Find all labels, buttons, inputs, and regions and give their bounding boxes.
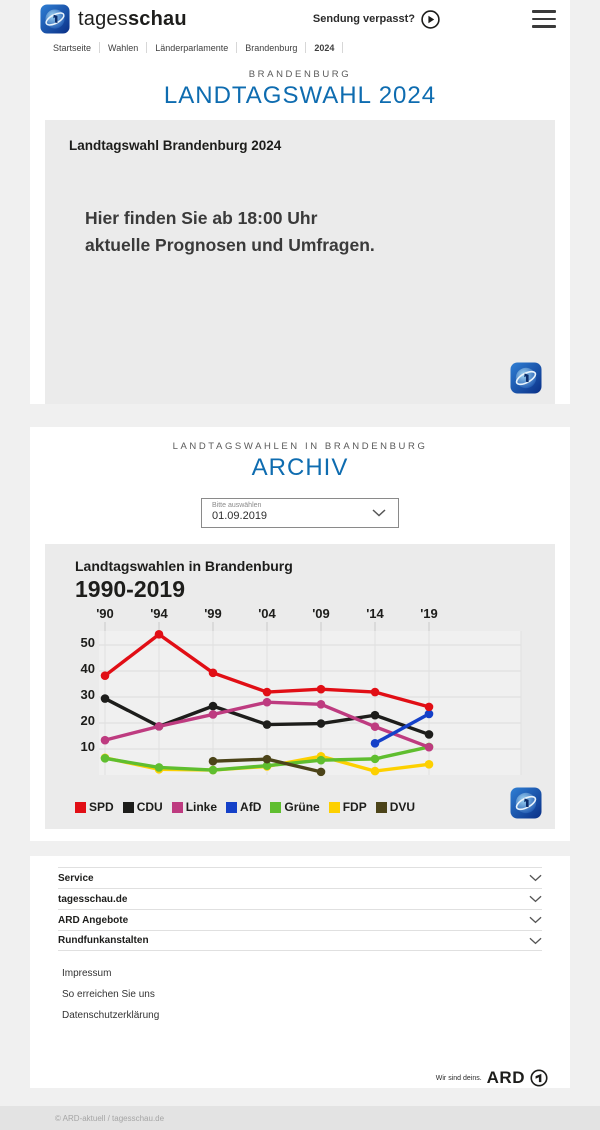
accordion-label: ARD Angebote [58,914,129,926]
ard-app-watermark-icon [510,787,542,819]
legend-label: CDU [136,800,163,814]
footer-accordion [30,867,570,951]
chevron-down-icon [529,937,542,945]
svg-text:'99: '99 [204,607,222,621]
election-teaser-card [45,120,555,404]
header [30,0,570,38]
legend-label: Grüne [284,800,320,814]
breadcrumb-item[interactable]: Brandenburg [245,42,298,53]
copyright-text: © ARD-aktuell / tagesschau.de [55,1114,165,1123]
svg-text:'04: '04 [258,607,276,621]
footer-accordion-row[interactable] [58,888,542,909]
select-value: 01.09.2019 [212,510,268,522]
brand-wordmark[interactable]: tagesschau [78,7,187,30]
footer-accordion-row[interactable] [58,867,542,888]
svg-text:20: 20 [80,713,95,728]
legend-label: SPD [89,800,114,814]
svg-text:'09: '09 [312,607,330,621]
teaser-card-text: Hier finden Sie ab 18:00 Uhr aktuelle Prognosen und Umfragen. [85,208,375,256]
page-title: LANDTAGSWAHL 2024 [163,82,437,109]
svg-text:50: 50 [80,635,95,650]
select-label: Bitte auswählen [212,502,262,509]
svg-text:30: 30 [80,687,95,702]
ard-one-icon [530,1069,548,1087]
legend-swatch [270,802,281,813]
teaser-card-title: Landtagswahl Brandenburg 2024 [69,138,282,153]
legend-item [329,800,367,814]
breadcrumb-item[interactable]: Startseite [53,42,92,53]
content-column [30,0,570,404]
chart-subtitle: 1990-2019 [75,576,185,602]
footer-accordion-row[interactable] [58,909,542,930]
footer-link[interactable]: So erreichen Sie uns [62,989,155,1000]
legend-label: DVU [389,800,416,814]
svg-text:'94: '94 [150,607,168,621]
footer-accordion-row[interactable] [58,930,542,951]
legend-label: AfD [240,800,262,814]
svg-text:'14: '14 [366,607,384,621]
legend-item [270,800,319,814]
legend-swatch [226,802,237,813]
chart-legend [75,800,525,814]
accordion-label: Service [58,872,94,884]
accordion-label: tagesschau.de [58,893,128,905]
footer [30,856,570,1088]
chevron-down-icon [529,895,542,903]
chart-title: Landtagswahlen in Brandenburg [75,558,293,574]
footer-links [62,963,542,1026]
legend-label: FDP [342,800,367,814]
footer-link[interactable]: Impressum [62,968,112,979]
legend-item [172,800,217,814]
breadcrumb-item[interactable]: Länderparlamente [155,42,229,53]
section-gap [0,841,600,856]
svg-text:'19: '19 [420,607,438,621]
breadcrumb-separator [342,42,343,53]
section-gap [0,412,600,427]
breadcrumb-item[interactable]: 2024 [314,42,335,53]
ard-claim: Wir sind deins. [435,1074,482,1082]
ard-brand-block [30,1068,548,1088]
missed-broadcast-button[interactable]: Sendung verpasst? [313,10,440,29]
chevron-down-icon [529,874,542,882]
results-line-chart [75,607,525,798]
copyright-bar [0,1106,600,1130]
archive-title: ARCHIV [251,454,349,481]
archive-date-select[interactable] [201,498,399,528]
tagesschau-app-logo-icon[interactable] [40,4,70,34]
legend-item [376,800,415,814]
svg-text:'90: '90 [96,607,114,621]
breadcrumb-item[interactable]: Wahlen [108,42,139,53]
archive-section [30,427,570,841]
legend-item [123,800,163,814]
chevron-down-icon [372,509,386,517]
legend-swatch [172,802,183,813]
accordion-label: Rundfunkanstalten [58,935,149,946]
hero-kicker: BRANDENBURG [248,69,352,80]
play-icon [421,10,440,29]
archive-chart-card [45,544,555,829]
ard-app-watermark-icon [510,362,542,394]
legend-label: Linke [185,800,218,814]
svg-text:10: 10 [80,739,95,754]
legend-swatch [329,802,340,813]
legend-item [226,800,261,814]
chevron-down-icon [529,916,542,924]
footer-link[interactable]: Datenschutzerklärung [62,1010,160,1021]
legend-swatch [376,802,387,813]
ard-wordmark: ARD [486,1068,525,1087]
legend-swatch [75,802,86,813]
menu-hamburger-icon[interactable] [532,10,556,27]
legend-swatch [123,802,134,813]
legend-item [75,800,114,814]
svg-text:40: 40 [80,661,95,676]
breadcrumb [30,38,570,57]
archive-kicker: LANDTAGSWAHLEN IN BRANDENBURG [172,441,428,452]
